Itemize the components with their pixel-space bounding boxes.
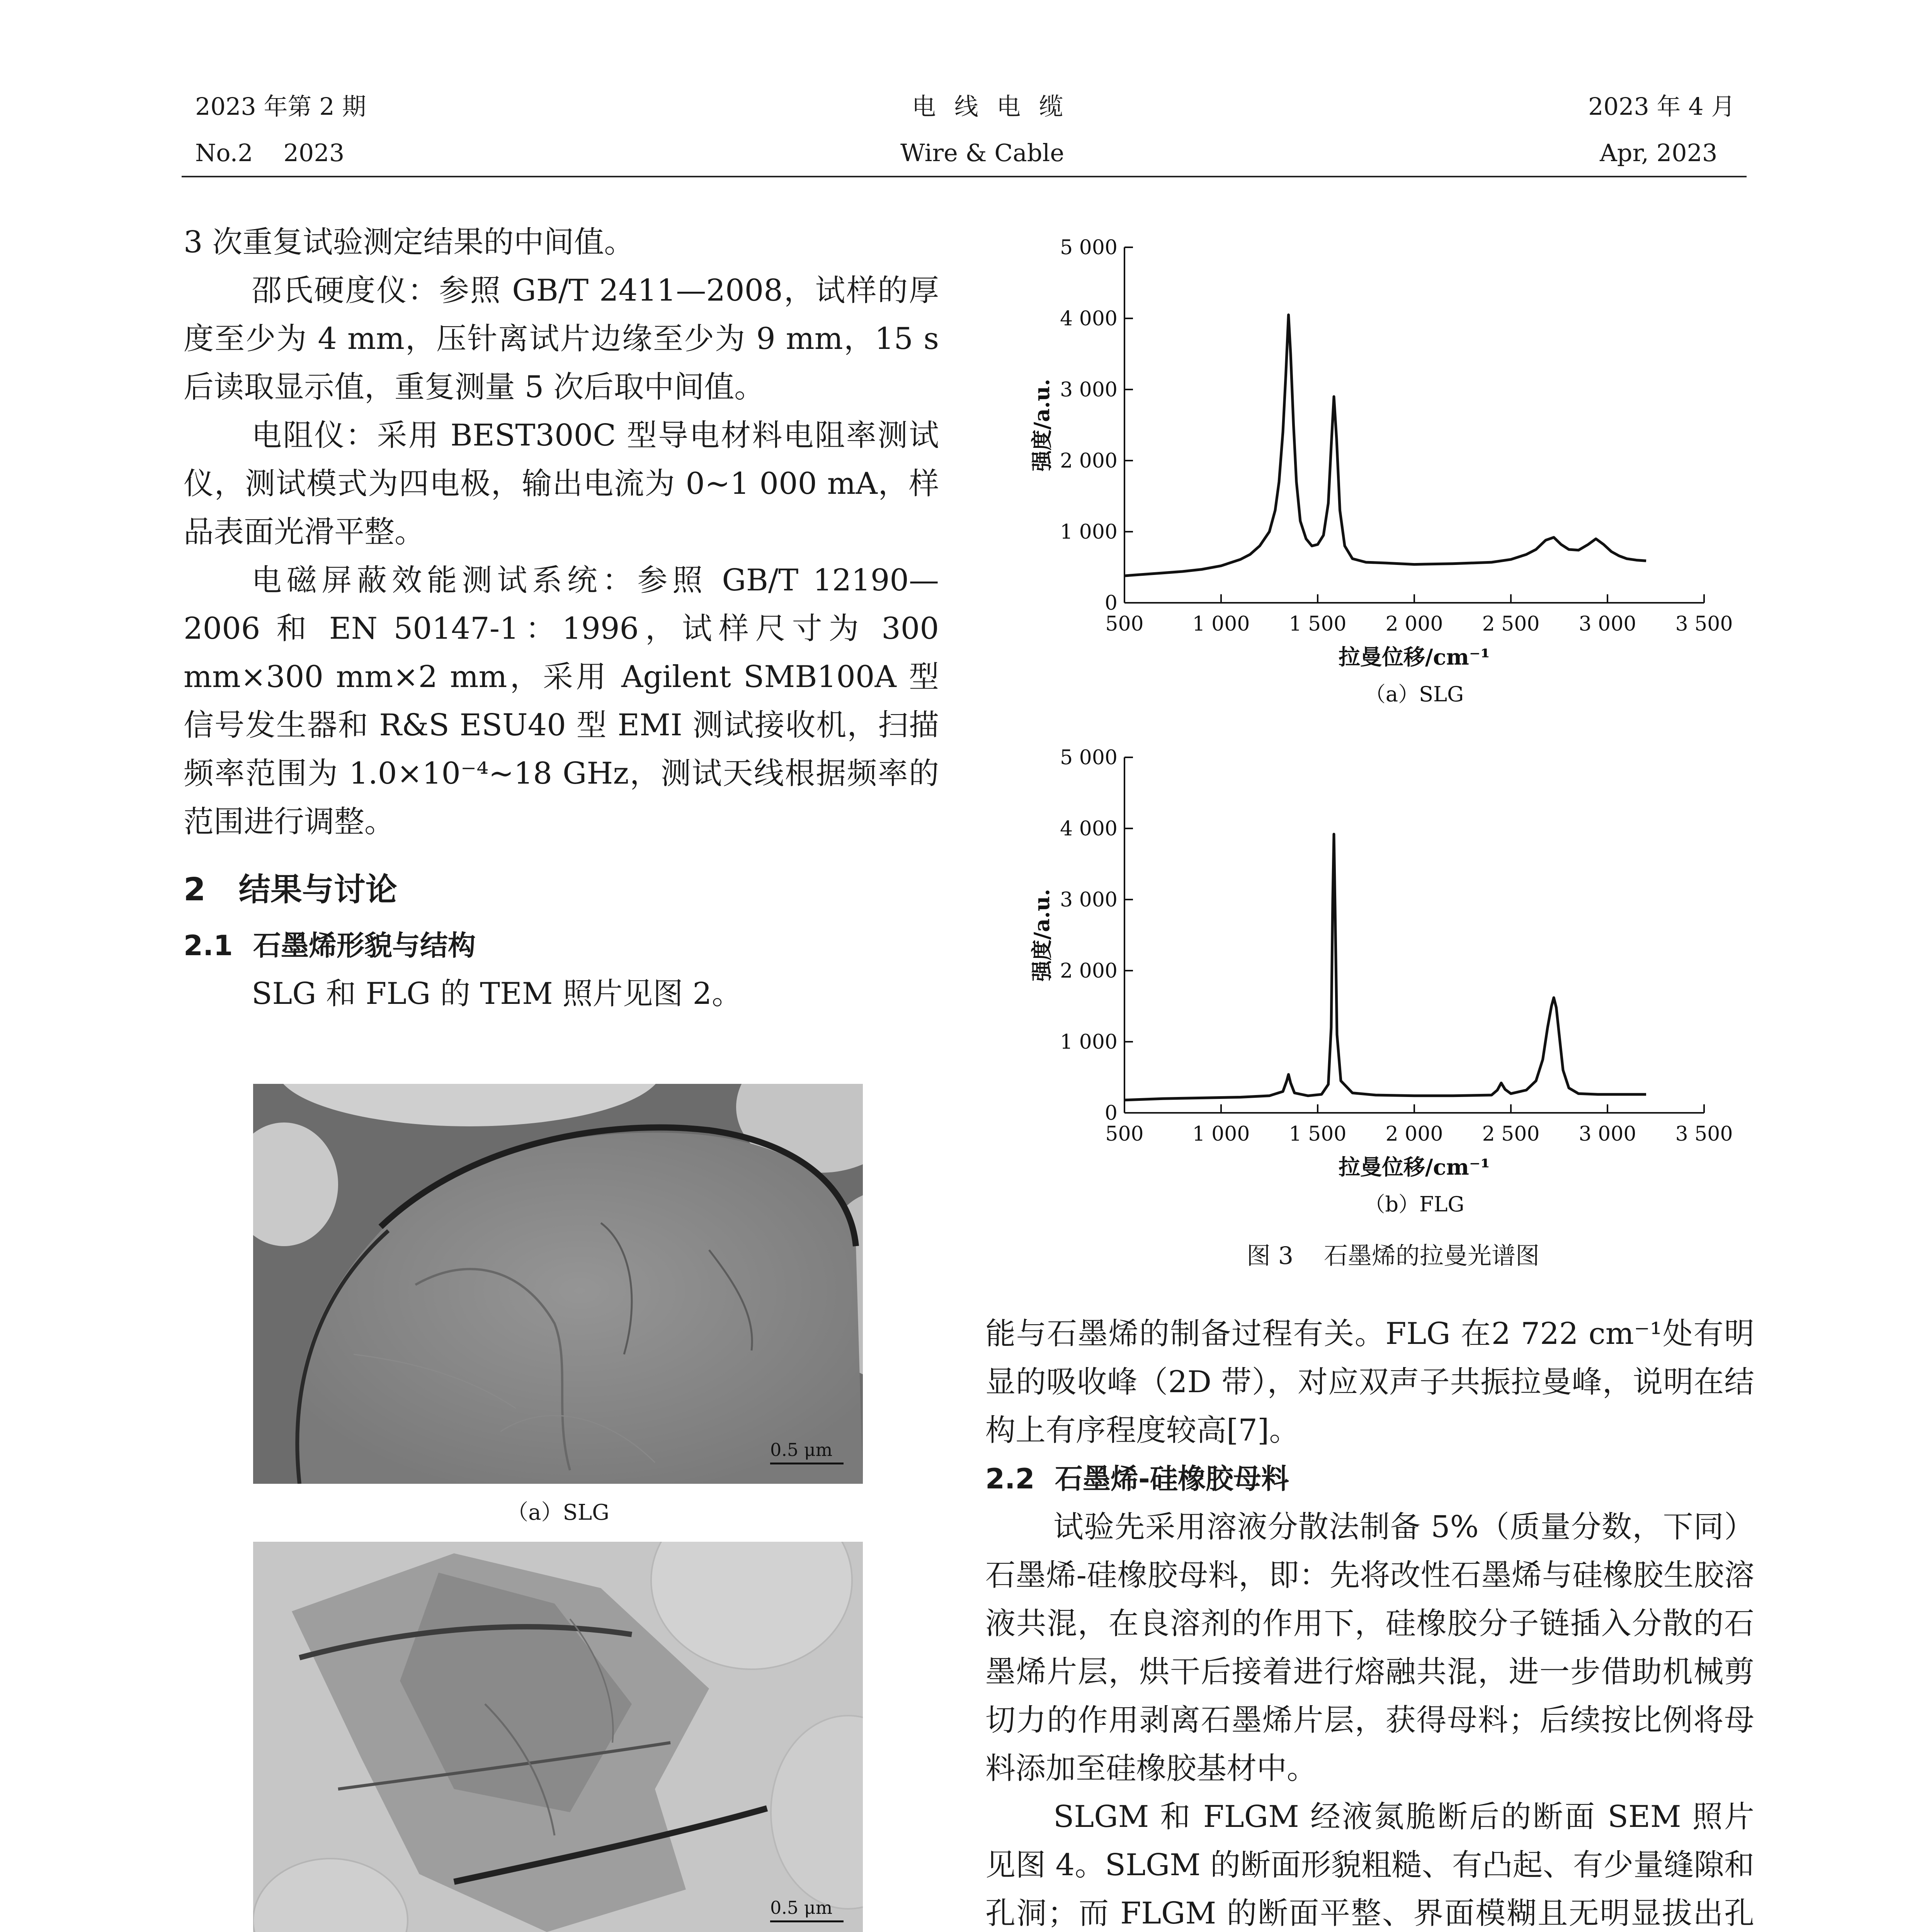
scale-bar [770,1463,844,1464]
y-tick-label: 4 000 [1060,817,1118,840]
journal-title-en: Wire & Cable [900,139,1065,167]
spectrum-line [1124,315,1646,576]
tem-image-flg [253,1542,863,1932]
scale-bar-label: 0.5 μm [770,1897,833,1918]
tem-image-slg-drawing [253,1084,863,1484]
left-column-upper [184,218,939,1018]
y-axis-label: 强度/a.u. [1029,379,1054,471]
x-tick-label: 500 [1105,1122,1144,1146]
header-rule [182,176,1747,177]
subsection-heading [985,1455,1754,1503]
y-tick-label: 5 000 [1060,236,1118,259]
paragraph: 电阻仪：采用 BEST300C 型导电材料电阻率测试仪，测试模式为四电极，输出电流为 0~1 000 mA，样品表面光滑平整。 [184,418,939,549]
subfigure-caption: （a）SLG [507,1500,609,1525]
paragraph: 试验先采用溶液分散法制备 5%（质量分数，下同）石墨烯-硅橡胶母料，即：先将改性石墨烯与硅橡胶生胶溶液共混，在良溶剂的作用下，硅橡胶分子链插入分散的石墨烯片层，烘干后接着进行熔融共混，进一步借助机械剪切力的作用剥离石墨烯片层，获得母料；后续按比例将母料添加至硅橡胶基材中。 [985,1510,1754,1786]
paragraph: SLGM 和 FLGM 经液氮脆断后的断面 SEM 照片见图 4。SLGM 的断面形貌粗糙、有凸起、有少量缝隙和孔洞；而 FLGM 的断面平整、界面模糊且无明显拔出孔 [985,1799,1754,1931]
y-tick-label: 2 000 [1060,959,1118,983]
y-tick-label: 0 [1104,592,1118,615]
x-tick-label: 1 500 [1289,1122,1347,1146]
x-tick-label: 2 500 [1482,612,1540,636]
y-tick-label: 0 [1104,1102,1118,1125]
x-tick-label: 2 500 [1482,1122,1540,1146]
y-tick-label: 4 000 [1060,307,1118,330]
raman-figure [1020,216,1766,1275]
paragraph: 电磁屏蔽效能测试系统：参照 GB/T 12190—2006 和 EN 50147-1：1996，试样尺寸为 300 mm×300 mm×2 mm，采用 Agilent SMB100A 型信号发生器和 R&S ESU40 型 EMI 测试接收机，扫描频率范围为 1.0×10⁻⁴~18 GHz，测试天线根据频率的范围进行调整。 [184,563,939,839]
x-tick-label: 2 000 [1385,612,1443,636]
x-tick-label: 1 000 [1192,1122,1250,1146]
x-tick-label: 1 500 [1289,612,1347,636]
right-column [985,1310,1754,1932]
x-axis-label: 拉曼位移/cm⁻¹ [1339,1155,1490,1180]
raman-chart-flg [1029,746,1733,1216]
subsection-title: 石墨烯-硅橡胶母料 [1055,1463,1289,1495]
spectrum-line [1124,834,1646,1100]
y-tick-label: 3 000 [1060,378,1118,401]
issue-date-cn: 2023 年 4 月 [1588,92,1735,121]
y-tick-label: 3 000 [1060,888,1118,912]
paragraph: 3 次重复试验测定结果的中间值。 [184,225,634,260]
scale-bar [770,1920,844,1922]
subsection-number: 2.2 [985,1463,1035,1495]
x-tick-label: 1 000 [1192,612,1250,636]
subsection-heading [184,922,939,970]
journal-issue-en: No.2 2023 [195,139,345,167]
x-tick-label: 3 500 [1675,1122,1733,1146]
tem-image-flg-drawing [253,1542,863,1932]
y-tick-label: 5 000 [1060,746,1118,769]
x-tick-label: 3 500 [1675,612,1733,636]
figure-caption: 图 3 石墨烯的拉曼光谱图 [1247,1242,1539,1270]
y-tick-label: 2 000 [1060,449,1118,473]
y-tick-label: 1 000 [1060,520,1118,544]
issue-date-en: Apr, 2023 [1600,139,1718,167]
x-tick-label: 3 000 [1579,612,1636,636]
subsection-title: 石墨烯形貌与结构 [253,929,476,962]
x-tick-label: 3 000 [1579,1122,1636,1146]
subfigure-caption: （a）SLG [1364,682,1464,706]
x-tick-label: 2 000 [1385,1122,1443,1146]
x-axis-label: 拉曼位移/cm⁻¹ [1339,645,1490,670]
paragraph: SLG 和 FLG 的 TEM 照片见图 2。 [252,976,742,1011]
paragraph: 邵氏硬度仪：参照 GB/T 2411—2008，试样的厚度至少为 4 mm，压针离试片边缘至少为 9 mm，15 s 后读取显示值，重复测量 5 次后取中间值。 [184,273,939,405]
section-heading: 2 结果与讨论 [184,871,397,908]
raman-chart-slg [1029,236,1733,706]
scale-bar-label: 0.5 μm [770,1439,833,1460]
journal-issue-cn: 2023 年第 2 期 [195,92,366,121]
y-tick-label: 1 000 [1060,1031,1118,1054]
x-tick-label: 500 [1105,612,1144,636]
subfigure-caption: （b）FLG [1364,1192,1465,1216]
tem-image-slg [253,1084,863,1484]
paragraph: 能与石墨烯的制备过程有关。FLG 在2 722 cm⁻¹处有明显的吸收峰（2D 带），对应双声子共振拉曼峰，说明在结构上有序程度较高[7]。 [985,1316,1754,1448]
subsection-number: 2.1 [184,929,233,962]
journal-title-cn: 电 线 电 缆 [912,92,1069,121]
y-axis-label: 强度/a.u. [1029,889,1054,981]
